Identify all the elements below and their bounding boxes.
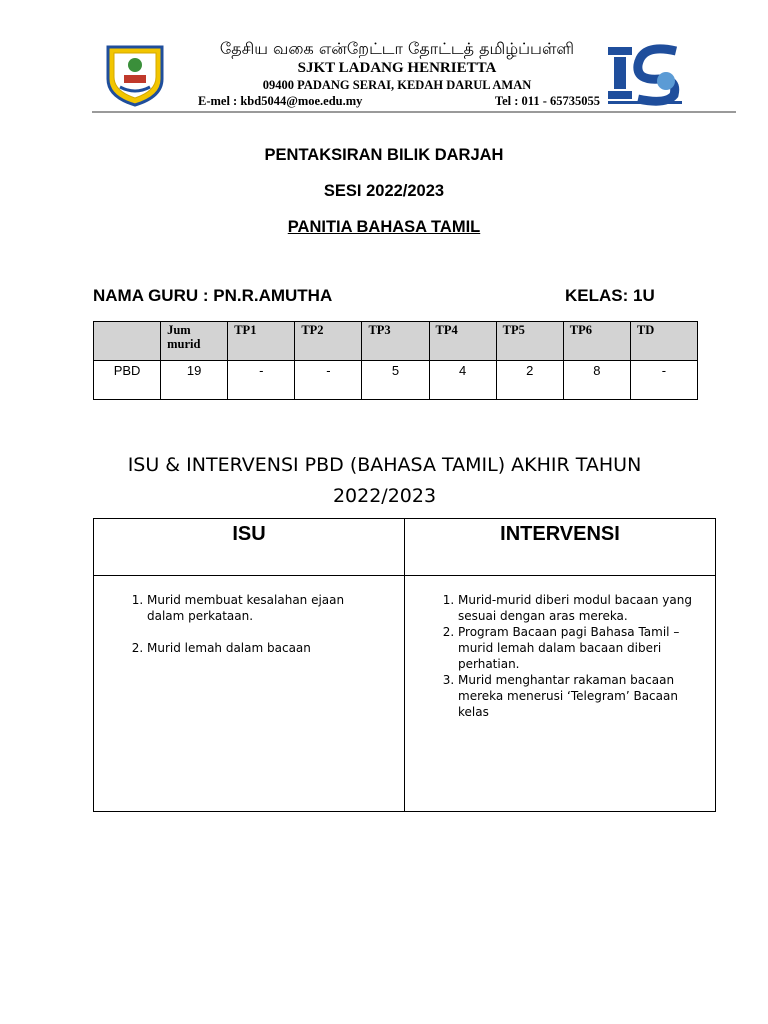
teacher-name: NAMA GURU : PN.R.AMUTHA bbox=[93, 286, 333, 305]
school-tel: Tel : 011 - 65735055 bbox=[494, 94, 600, 108]
isu-cell bbox=[94, 576, 405, 812]
table-cell: PBD bbox=[94, 361, 161, 400]
isu-section-title: ISU & INTERVENSI PBD (BAHASA TAMIL) AKHIR TAHUN 2022/2023 bbox=[127, 454, 642, 507]
table-header-cell bbox=[94, 322, 161, 361]
table-cell: - bbox=[228, 361, 295, 400]
table-cell: 4 bbox=[429, 361, 496, 400]
table-row bbox=[94, 361, 698, 400]
table-header-cell: TP1 bbox=[228, 322, 295, 361]
table-cell: 5 bbox=[362, 361, 429, 400]
list-item: 2. Program Bacaan pagi Bahasa Tamil – murid lemah dalam bacaan diberi perhatian. bbox=[458, 624, 696, 672]
class-name: KELAS: 1U bbox=[565, 286, 655, 305]
table-header-cell: TP3 bbox=[362, 322, 429, 361]
title-line-2: SESI 2022/2023 bbox=[323, 182, 445, 200]
table-header-cell: TP2 bbox=[295, 322, 362, 361]
list-item: 3. Murid menghantar rakaman bacaan mereka menerusi ‘Telegram’ Bacaan kelas bbox=[458, 672, 696, 720]
table-header-cell: TP4 bbox=[429, 322, 496, 361]
document-titles bbox=[0, 144, 768, 252]
intervensi-column-header: INTERVENSI bbox=[405, 519, 716, 576]
table-cell: - bbox=[295, 361, 362, 400]
isu-intervensi-table bbox=[93, 518, 716, 812]
table-header-row bbox=[94, 519, 716, 576]
table-header-row bbox=[94, 322, 698, 361]
isu-column-header: ISU bbox=[94, 519, 405, 576]
pbd-results-table bbox=[93, 321, 698, 400]
list-item: 1. Murid membuat kesalahan ejaan dalam perkataan. bbox=[147, 592, 385, 624]
letterhead bbox=[92, 35, 736, 113]
school-address: 09400 PADANG SERAI, KEDAH DARUL AMAN bbox=[262, 78, 532, 92]
title-line-1: PENTAKSIRAN BILIK DARJAH bbox=[264, 146, 504, 164]
table-header-cell: TP5 bbox=[496, 322, 563, 361]
table-row bbox=[94, 576, 716, 812]
school-name: SJKT LADANG HENRIETTA bbox=[297, 60, 497, 76]
intervensi-list bbox=[406, 592, 714, 720]
table-cell: - bbox=[630, 361, 697, 400]
anniversary-logo bbox=[604, 41, 686, 107]
list-item: 1. Murid-murid diberi modul bacaan yang sesuai dengan aras mereka. bbox=[458, 592, 696, 624]
school-tamil-name: தேசிய வகை என்றேட்டா தோட்டத் தமிழ்ப்பள்ளி bbox=[219, 39, 575, 58]
title-line-3: PANITIA BAHASA TAMIL bbox=[287, 218, 481, 236]
table-header-cell: TD bbox=[630, 322, 697, 361]
table-header-cell: Jum murid bbox=[161, 322, 228, 361]
school-crest-logo bbox=[100, 39, 170, 109]
list-item: 2. Murid lemah dalam bacaan bbox=[147, 640, 385, 656]
table-cell: 2 bbox=[496, 361, 563, 400]
school-email: E-mel : kbd5044@moe.edu.my bbox=[198, 94, 363, 108]
isu-list bbox=[95, 592, 403, 656]
table-cell: 8 bbox=[563, 361, 630, 400]
intervensi-cell bbox=[405, 576, 716, 812]
table-cell: 19 bbox=[161, 361, 228, 400]
table-header-cell: TP6 bbox=[563, 322, 630, 361]
